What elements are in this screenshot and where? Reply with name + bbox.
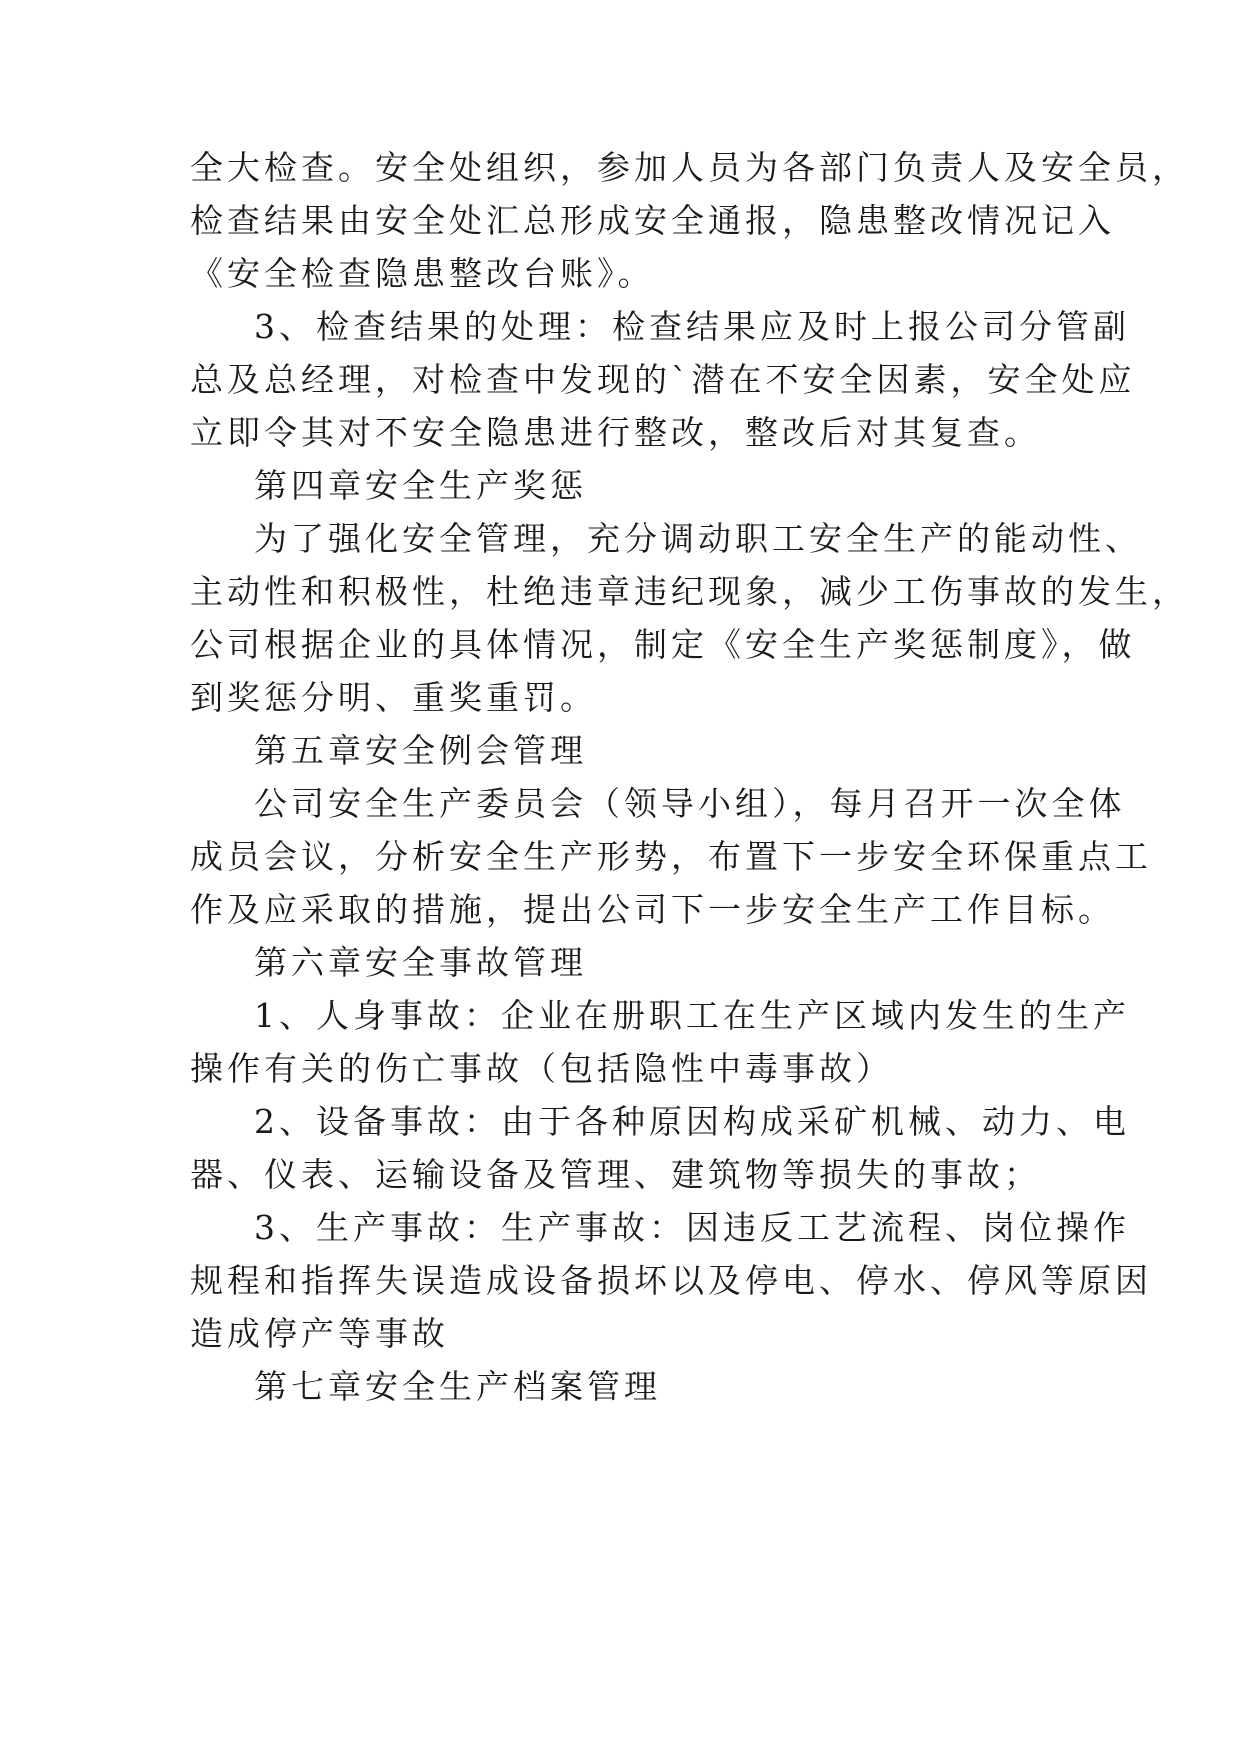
body-line: 检查结果由安全处汇总形成安全通报，隐患整改情况记入 <box>190 201 1115 240</box>
body-line: 立即令其对不安全隐患进行整改，整改后对其复查。 <box>190 413 1041 452</box>
chapter-heading: 第四章安全生产奖惩 <box>254 466 587 505</box>
body-line: 1、人身事故：企业在册职工在生产区域内发生的生产 <box>254 996 1130 1035</box>
chapter-heading: 第五章安全例会管理 <box>254 731 587 770</box>
body-line: 公司根据企业的具体情况，制定《安全生产奖惩制度》，做 <box>190 625 1136 664</box>
body-line: 为了强化安全管理，充分调动职工安全生产的能动性、 <box>254 519 1142 558</box>
body-line: 3、生产事故：生产事故：因违反工艺流程、岗位操作 <box>254 1208 1130 1247</box>
body-line: 总及总经理，对检查中发现的`潜在不安全因素，安全处应 <box>190 360 1136 399</box>
body-line: 操作有关的伤亡事故（包括隐性中毒事故） <box>190 1049 893 1088</box>
body-line: 主动性和积极性，杜绝违章违纪现象，减少工伤事故的发生， <box>190 572 1189 611</box>
body-line: 3、检查结果的处理：检查结果应及时上报公司分管副 <box>254 307 1130 346</box>
body-line: 器、仪表、运输设备及管理、建筑物等损失的事故； <box>190 1155 1041 1194</box>
body-line: 《安全检查隐患整改台账》。 <box>190 254 655 293</box>
body-line: 作及应采取的措施，提出公司下一步安全生产工作目标。 <box>190 890 1115 929</box>
body-line: 公司安全生产委员会（领导小组），每月召开一次全体 <box>254 784 1126 823</box>
body-line: 2、设备事故：由于各种原因构成采矿机械、动力、电 <box>254 1102 1130 1141</box>
chapter-heading: 第七章安全生产档案管理 <box>254 1367 661 1406</box>
chapter-heading: 第六章安全事故管理 <box>254 943 587 982</box>
body-line: 规程和指挥失误造成设备损坏以及停电、停水、停风等原因 <box>190 1261 1152 1300</box>
body-line: 全大检查。安全处组织，参加人员为各部门负责人及安全员， <box>190 148 1189 187</box>
body-line: 成员会议，分析安全生产形势，布置下一步安全环保重点工 <box>190 837 1152 876</box>
body-line: 造成停产等事故 <box>190 1314 449 1353</box>
body-line: 到奖惩分明、重奖重罚。 <box>190 678 597 717</box>
